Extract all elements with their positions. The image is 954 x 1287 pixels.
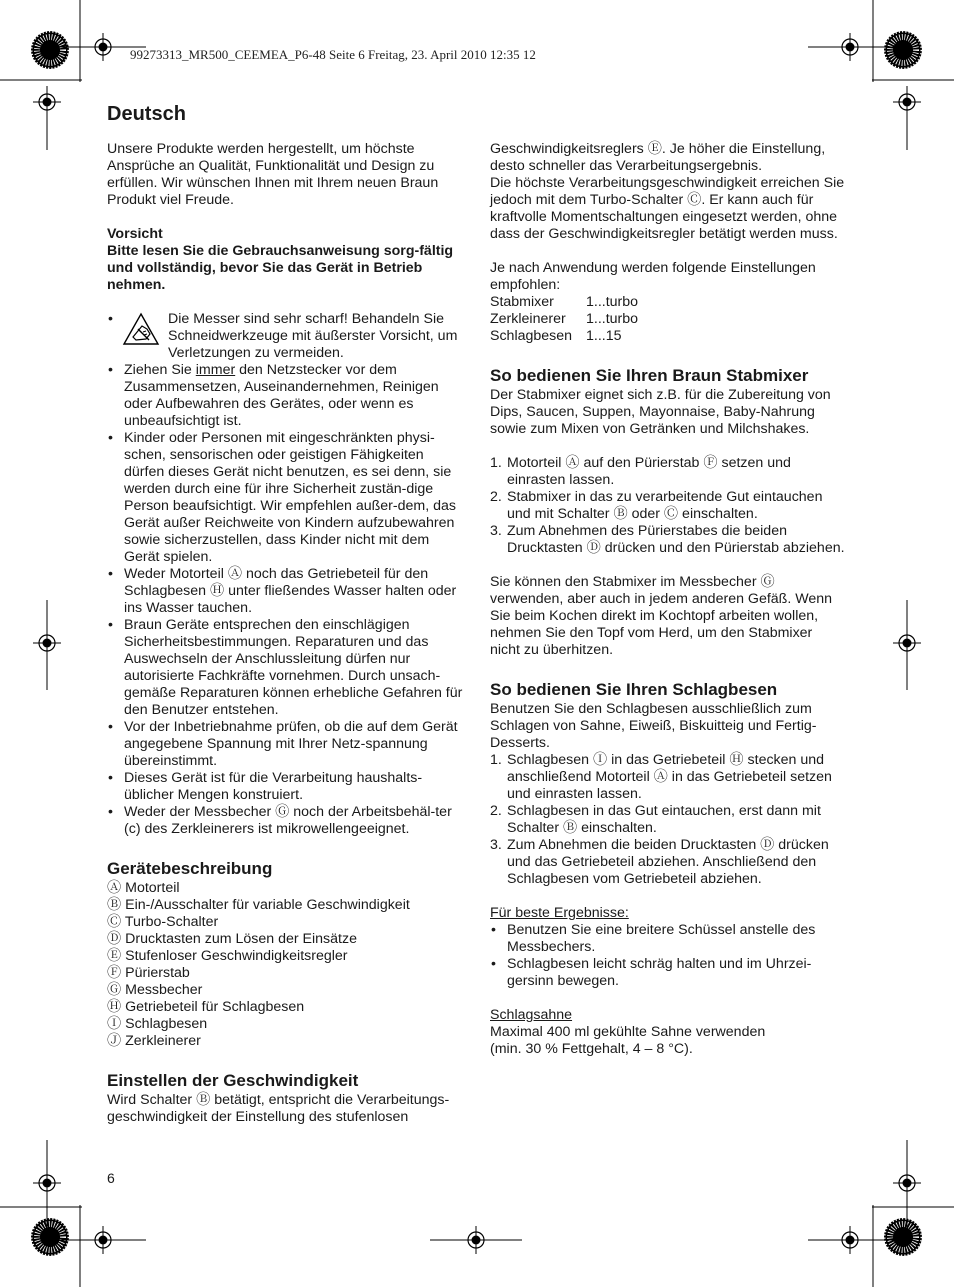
parts-item: Ⓔ Stufenloser Geschwindigkeitsregler — [107, 948, 348, 964]
right-column — [490, 141, 846, 1058]
cream-text: Maximal 400 ml gekühlte Sahne verwenden — [490, 1024, 766, 1040]
parts-item: Ⓑ Ein-/Ausschalter für variable Geschwindigkeit — [107, 897, 410, 913]
settings-value: 1...15 — [586, 328, 622, 344]
page-title: Deutsch — [107, 103, 186, 125]
safety-item: • Kinder oder Personen mit eingeschränkten physi-schen, sensorischen oder geistigen Fähigkeiten dürfen dieses Gerät nicht benutzen, es sei denn, sie werden durch eine für ihre Sicherheit zustän-dige Person beaufsichtigt. Wir empfehlen außer-dem, das Gerät außer Reichweite von Kindern aufzubewahren sowie sicherzustellen, dass Kinder nicht mit dem Gerät spielen. — [107, 430, 467, 566]
stabmixer-intro: Der Stabmixer eignet sich z.B. für die Zubereitung von Dips, Saucen, Suppen, Mayonnaise, Baby-Nahrung sowie zum Mixen von Getränken und Milchshakes. — [490, 387, 831, 437]
settings-label: Stabmixer — [490, 294, 554, 310]
tips-item: • Schlagbesen leicht schräg halten und im Uhrzei-gersinn bewegen. — [490, 956, 846, 990]
speed-paragraph: Wird Schalter Ⓑ betätigt, entspricht die Verarbeitungs-geschwindigkeit der Einstellung des stufenlosen — [107, 1092, 450, 1125]
safety-item: • Dieses Gerät ist für die Verarbeitung haushalts-üblicher Mengen konstruiert. — [107, 770, 467, 804]
step-item: 2. Stabmixer in das zu verarbeitende Gut eintauchen und mit Schalter Ⓑ oder Ⓒ einschalten. — [490, 489, 823, 522]
settings-label: Schlagbesen — [490, 328, 573, 344]
safety-item: • Ziehen Sie immer den Netzstecker vor dem Zusammensetzen, Auseinandernehmen, Reinigen oder Aufbewahren des Gerätes, oder wenn es unbeaufsichtigt ist. — [107, 362, 467, 430]
hand-blade-warning-icon — [122, 312, 160, 346]
safety-item: • Braun Geräte entsprechen den einschlägigen Sicherheitsbestimmungen. Reparaturen und das Auswechseln der Anschlussleitung dürfen nur autorisierte Fachkräfte vornehmen. Durch unsach-gemäße Reparaturen können erhebliche Gefahren für den Benutzer entstehen. — [107, 617, 467, 719]
settings-value: 1...turbo — [586, 311, 639, 327]
parts-item: Ⓕ Pürierstab — [107, 965, 190, 981]
settings-value: 1...turbo — [586, 294, 639, 310]
parts-item: Ⓙ Zerkleinerer — [107, 1033, 201, 1049]
left-column — [107, 141, 467, 1126]
caution-title: Vorsicht — [107, 226, 163, 242]
section-heading-description: Gerätebeschreibung — [107, 859, 273, 878]
parts-item: Ⓗ Getriebeteil für Schlagbesen — [107, 999, 305, 1015]
registration-burst-icon — [884, 31, 922, 69]
print-slug: 99273313_MR500_CEEMEA_P6-48 Seite 6 Freitag, 23. April 2010 12:35 12 — [130, 47, 536, 62]
section-heading-stabmixer: So bedienen Sie Ihren Braun Stabmixer — [490, 366, 809, 385]
safety-list — [107, 311, 467, 838]
registration-burst-icon — [31, 1218, 69, 1256]
stabmixer-steps — [490, 455, 846, 557]
parts-list — [107, 880, 467, 1050]
section-heading-schlagbesen: So bedienen Sie Ihren Schlagbesen — [490, 680, 778, 699]
tips-list — [490, 922, 846, 990]
settings-intro: Je nach Anwendung werden folgende Einstellungen empfohlen: — [490, 260, 816, 293]
cream-title: Schlagsahne — [490, 1007, 573, 1023]
settings-table — [490, 294, 846, 345]
parts-item: Ⓖ Messbecher — [107, 982, 203, 998]
emphasis-always: immer — [195, 362, 236, 378]
step-item: 1. Motorteil Ⓐ auf den Pürierstab Ⓕ setzen und einrasten lassen. — [490, 455, 791, 488]
parts-item: Ⓘ Schlagbesen — [107, 1016, 208, 1032]
registration-burst-icon — [884, 1218, 922, 1256]
registration-burst-icon — [31, 31, 69, 69]
speed-paragraph-cont: Geschwindigkeitsreglers Ⓔ. Je höher die Einstellung, desto schneller das Verarbeitungsergebnis. — [490, 141, 826, 174]
parts-item: Ⓓ Drucktasten zum Lösen der Einsätze — [107, 931, 357, 947]
tips-item: • Benutzen Sie eine breitere Schüssel anstelle des Messbechers. — [490, 922, 846, 956]
parts-item: Ⓐ Motorteil — [107, 880, 180, 896]
caution-text: Bitte lesen Sie die Gebrauchsanweisung sorg-fältig und vollständig, bevor Sie das Gerät in Betrieb nehmen. — [107, 243, 454, 293]
stabmixer-note: Sie können den Stabmixer im Messbecher Ⓖ verwenden, aber auch in jedem anderen Gefäß. Wenn Sie beim Kochen direkt im Kochtopf arbeiten wollen, nehmen Sie den Topf vom Herd, um den Stabmixer nicht zu überhitzen. — [490, 574, 833, 658]
safety-item: • Vor der Inbetriebnahme prüfen, ob die auf dem Gerät angegebene Spannung mit Ihrer Netz-spannung übereinstimmt. — [107, 719, 467, 770]
step-item: 3. Zum Abnehmen des Pürierstabes die beiden Drucktasten Ⓓ drücken und den Pürierstab abziehen. — [490, 523, 845, 556]
step-item: 3. Zum Abnehmen die beiden Drucktasten Ⓓ drücken und das Getriebeteil abziehen. Anschließend den Schlagbesen vom Getriebeteil abziehen. — [490, 837, 829, 887]
intro-paragraph: Unsere Produkte werden hergestellt, um höchste Ansprüche an Qualität, Funktionalität und Design zu erfüllen. Wir wünschen Ihnen mit Ihrem neuen Braun Produkt viel Freude. — [107, 141, 439, 208]
parts-item: Ⓒ Turbo-Schalter — [107, 914, 219, 930]
safety-item: • Weder Motorteil Ⓐ noch das Getriebeteil für den Schlagbesen Ⓗ unter fließendes Wasser halten oder ins Wasser tauchen. — [107, 566, 467, 617]
safety-item — [107, 311, 467, 362]
page-number: 6 — [107, 1170, 115, 1186]
step-item: 2. Schlagbesen in das Gut eintauchen, erst dann mit Schalter Ⓑ einschalten. — [490, 803, 821, 836]
settings-label: Zerkleinerer — [490, 311, 566, 327]
schlagbesen-intro: Benutzen Sie den Schlagbesen ausschließlich zum Schlagen von Sahne, Eiweiß, Biskuitteig und Fertig-Desserts. — [490, 701, 817, 751]
cream-text: (min. 30 % Fettgehalt, 4 – 8 °C). — [490, 1041, 693, 1057]
safety-text: Die Messer sind sehr scharf! Behandeln Sie Schneidwerkzeuge mit äußerster Vorsicht, um Verletzungen zu vermeiden. — [168, 311, 458, 361]
schlagbesen-steps — [490, 752, 846, 888]
turbo-paragraph: Die höchste Verarbeitungsgeschwindigkeit erreichen Sie jedoch mit dem Turbo-Schalter Ⓒ. Er kann auch für kraftvolle Momentschaltungen eingesetzt werden, ohne dass der Geschwindigkeitsregler betätigt werden muss. — [490, 175, 845, 242]
section-heading-speed: Einstellen der Geschwindigkeit — [107, 1071, 359, 1090]
tips-title: Für beste Ergebnisse: — [490, 905, 629, 921]
safety-item: • Weder der Messbecher Ⓖ noch der Arbeitsbehäl-ter (c) des Zerkleinerers ist mikrowellengeeignet. — [107, 804, 467, 838]
step-item: 1. Schlagbesen Ⓘ in das Getriebeteil Ⓗ stecken und anschließend Motorteil Ⓐ in das Getriebeteil setzen und einrasten lassen. — [490, 752, 832, 802]
